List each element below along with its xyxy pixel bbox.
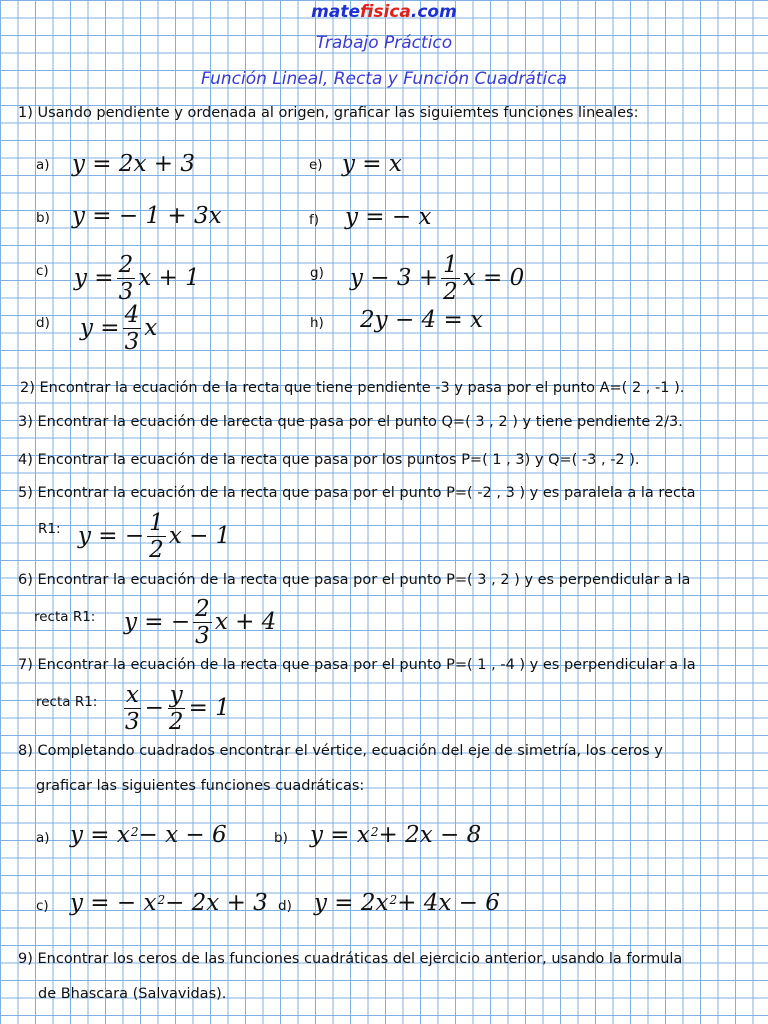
q1-d-numerator: 4 [124,302,140,328]
q1-c-equation [74,254,200,304]
q1-a-equation: y = 2x + 3 [72,151,196,177]
q6-fraction [193,598,212,648]
q1-g-lhs: y − 3 + [350,265,439,291]
q6-label: recta R1: [34,609,96,625]
q1-g-numerator: 1 [443,252,458,278]
question-4-text: 4) Encontrar la ecuación de la recta que pasa por los puntos P=( 1 , 3) y Q=( -3 , -2 ). [18,452,640,468]
q8-a-post: − x − 6 [138,822,227,848]
q8-a-equation [70,822,227,848]
q8-d-equation [314,890,500,916]
q1-d-label: d) [36,315,50,331]
q5-rhs: x − 1 [168,523,231,549]
question-2-text: 2) Encontrar la ecuación de la recta que tiene pendiente -3 y pasa por el punto A=( 2 , -1 ). [20,380,685,396]
q1-e-equation: y = x [342,151,402,177]
q7-rhs: = 1 [188,695,230,721]
q1-g-fraction [441,254,460,304]
q8-a-pre: y = x [70,822,130,848]
q5-equation [78,512,230,562]
question-9-text-line1: 9) Encontrar los ceros de las funciones cuadráticas del ejercicio anterior, usando la formula [18,951,683,967]
question-5-text: 5) Encontrar la ecuación de la recta que pasa por el punto P=( -2 , 3 ) y es paralela a la recta [18,485,696,501]
q1-a-label: a) [36,157,50,173]
page-title: Trabajo Práctico [315,33,453,53]
brand-part-fisica: fisica [360,2,411,22]
q7-denominator-2: 2 [168,709,184,735]
q5-denominator: 2 [149,537,164,563]
q1-g-rhs: x = 0 [462,265,525,291]
site-brand [0,2,768,22]
q7-fraction-2 [167,684,186,734]
q1-f-label: f) [309,212,320,228]
question-1-text: 1) Usando pendiente y ordenada al origen, graficar las siguiemtes funciones lineales: [18,105,639,121]
q1-g-label: g) [310,265,324,281]
q8-a-label: a) [36,830,50,846]
q8-b-post: + 2x − 8 [378,822,482,848]
question-9-text-line2: de Bhascara (Salvavidas). [38,986,227,1002]
q1-b-equation: y = − 1 + 3x [72,203,222,229]
q1-h-label: h) [310,315,324,331]
q1-c-rhs: x + 1 [138,265,200,291]
q1-d-equation [80,304,157,354]
q8-b-exponent: 2 [370,825,379,839]
question-8-text-line1: 8) Completando cuadrados encontrar el vértice, ecuación del eje de simetría, los ceros y [18,743,663,759]
q1-b-label: b) [36,210,50,226]
page-subtitle: Función Lineal, Recta y Función Cuadrática [201,69,567,89]
q1-d-rhs: x [144,315,158,341]
q8-d-exponent: 2 [389,893,398,907]
q1-f-equation: y = − x [345,204,432,230]
q1-c-numerator: 2 [118,252,134,278]
q7-label: recta R1: [36,694,98,710]
q1-g-denominator: 2 [443,279,458,305]
q7-numerator-1: x [125,682,139,708]
q5-lhs: y = − [78,523,145,549]
q8-c-label: c) [36,898,49,914]
q1-e-label: e) [309,157,323,173]
q1-c-fraction [117,254,136,304]
q8-c-post: − 2x + 3 [165,890,268,916]
q5-label: R1: [38,521,61,537]
q1-d-denominator: 3 [124,329,140,355]
q8-b-label: b) [274,830,288,846]
q8-a-exponent: 2 [130,825,139,839]
q1-c-lhs: y = [74,265,114,291]
q8-d-label: d) [278,898,292,914]
q8-c-equation [70,890,268,916]
q6-denominator: 3 [195,623,210,649]
q7-equation [120,684,230,734]
q8-d-pre: y = 2x [314,890,389,916]
q5-fraction [147,512,166,562]
brand-part-com: .com [410,2,457,22]
q6-rhs: x + 4 [214,609,277,635]
question-7-text: 7) Encontrar la ecuación de la recta que pasa por el punto P=( 1 , -4 ) y es perpendicular a la [18,657,696,673]
question-3-text: 3) Encontrar la ecuación de larecta que pasa por el punto Q=( 3 , 2 ) y tiene pendiente 2/3. [18,414,683,430]
question-6-text: 6) Encontrar la ecuación de la recta que pasa por el punto P=( 3 , 2 ) y es perpendicular a la [18,572,691,588]
q1-c-label: c) [36,263,49,279]
q8-d-post: + 4x − 6 [397,890,500,916]
q7-operator: − [144,695,164,721]
q1-g-equation [350,254,524,304]
q8-b-pre: y = x [310,822,370,848]
q6-numerator: 2 [195,596,210,622]
q8-c-pre: y = − x [70,890,157,916]
q1-d-fraction [123,304,142,354]
q1-d-lhs: y = [80,315,120,341]
q1-h-equation: 2y − 4 = x [360,307,484,333]
q7-fraction-1 [123,684,142,734]
q1-c-denominator: 3 [118,279,134,305]
q7-denominator-1: 3 [125,709,140,735]
q8-b-equation [310,822,481,848]
brand-part-mate: mate [311,2,360,22]
q6-lhs: y = − [124,609,191,635]
q6-equation [124,598,276,648]
q5-numerator: 1 [149,510,164,536]
q7-numerator-2: y [169,682,183,708]
q8-c-exponent: 2 [157,893,166,907]
question-8-text-line2: graficar las siguientes funciones cuadráticas: [36,778,365,794]
